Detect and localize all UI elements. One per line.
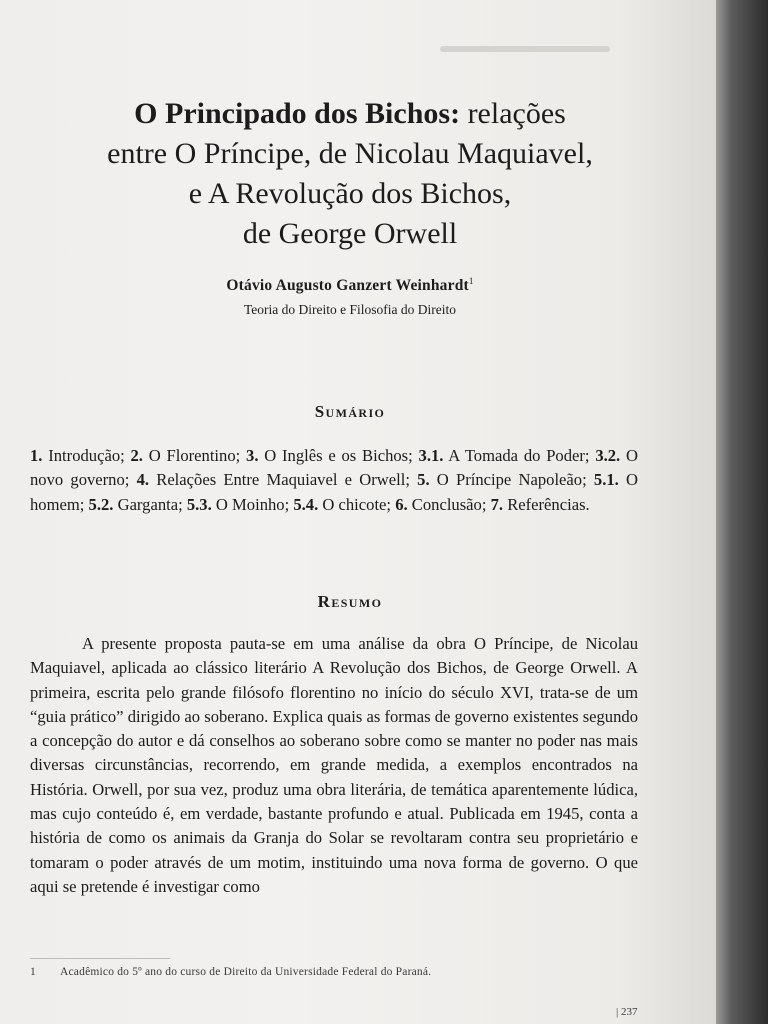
title-bold-part: O Principado dos Bichos: <box>134 97 461 130</box>
summary-item-text: O Moinho; <box>211 494 294 514</box>
summary-item-text: Conclusão; <box>407 494 491 514</box>
footnote-number: 1 <box>30 966 36 978</box>
summary-item-number: 1. <box>30 446 43 465</box>
footnote-divider <box>30 958 170 959</box>
summary-item-number: 7. <box>490 494 504 514</box>
summary-item-number: 5. <box>417 470 430 490</box>
summary-list <box>30 444 638 517</box>
footnote-text: Acadêmico do 5º ano do curso de Direito da Universidade Federal do Paraná. <box>60 966 432 978</box>
article-title <box>30 94 670 254</box>
author-name-text: Otávio Augusto Ganzert Weinhardt <box>226 277 469 295</box>
summary-item-text: Referências. <box>503 494 590 514</box>
title-line3: e A Revolução dos Bichos, <box>188 177 512 210</box>
summary-item-text: Introdução; <box>42 446 131 465</box>
summary-item-text: O Príncipe Napoleão; <box>429 470 594 490</box>
summary-item-text: O homem; <box>30 470 638 514</box>
summary-item-text: O Inglês e os Bichos; <box>258 446 419 465</box>
abstract-text: A presente proposta pauta-se em uma análise da obra O Príncipe, de Nicolau Maquiavel, aplicada ao clássico literário A Revolução dos Bichos, de George Orwell. A primeira, escrita pelo grande filósofo florentino no início do século XVI, trata-se de um “guia prático” dirigido ao soberano. Explica quais as formas de governo existentes segundo a concepção do autor e dá conselhos ao soberano sobre como se manter no poder nas mais diversas circunstâncias, recorrendo, em grande medida, a exemplos encontrados na História. Orwell, por sua vez, produz uma obra literária, de temática aparentemente lúdica, mas cujo conteúdo é, em verdade, bastante profundo e atual. Publicada em 1945, conta a história de como os animais da Granja do Solar se revoltaram contra seu proprietário e tomaram o poder através de um motim, instituindo uma nova forma de governo. O que aqui se pretende é investigar como <box>30 634 638 896</box>
summary-item-number: 3.2. <box>595 446 621 465</box>
summary-item-text: O novo governo; <box>30 446 638 490</box>
summary-item-number: 5.1. <box>593 470 619 490</box>
summary-heading: Sumário <box>314 402 386 421</box>
footnote <box>30 966 650 978</box>
summary-item-text: Relações Entre Maquiavel e Orwell; <box>149 470 418 490</box>
author-affiliation: Teoria do Direito e Filosofia do Direito <box>243 302 456 317</box>
summary-item-number: 5.3. <box>186 494 212 514</box>
book-spine-shadow <box>716 0 768 1024</box>
summary-item-number: 6. <box>395 494 408 514</box>
summary-item-number: 2. <box>130 446 143 465</box>
summary-item-text: O chicote; <box>318 494 396 514</box>
summary-item-text: A Tomada do Poder; <box>443 446 596 465</box>
summary-item-number: 4. <box>136 470 150 490</box>
title-line4: de George Orwell <box>242 217 458 250</box>
summary-item-number: 5.4. <box>293 494 319 514</box>
running-header <box>440 46 610 52</box>
author-footnote-mark[interactable]: 1 <box>468 276 474 286</box>
abstract-heading: Resumo <box>317 592 383 611</box>
summary-item-number: 3. <box>246 446 259 465</box>
summary-item-text: O Florentino; <box>142 446 247 465</box>
page-number: | 237 <box>616 1006 638 1018</box>
summary-item-number: 3.1. <box>418 446 444 465</box>
title-line1-rest: relações <box>460 97 566 130</box>
summary-item-number: 5.2. <box>88 494 114 514</box>
summary-item-text: Garganta; <box>113 494 187 514</box>
title-line2: entre O Príncipe, de Nicolau Maquiavel, <box>107 137 593 170</box>
author-name <box>30 276 670 295</box>
